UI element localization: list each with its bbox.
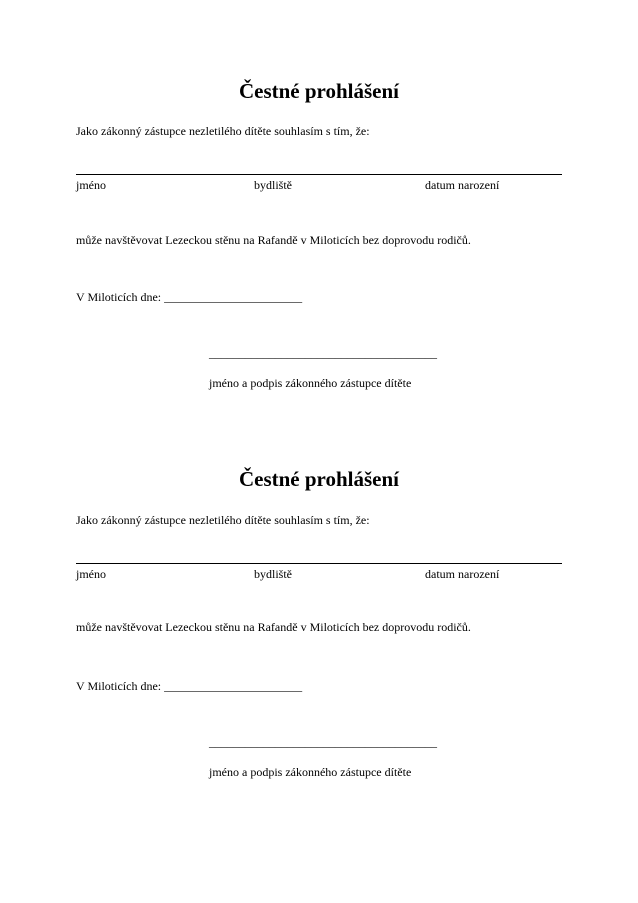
column-label-name: jméno — [76, 567, 106, 581]
form-title: Čestné prohlášení — [238, 467, 400, 491]
signature-label: jméno a podpis zákonného zástupce dítěte — [209, 765, 412, 779]
column-label-residence: bydliště — [254, 178, 292, 192]
signature-line: ______________________________________ — [209, 346, 437, 360]
signature-label: jméno a podpis zákonného zástupce dítěte — [209, 376, 412, 390]
signature-line: ______________________________________ — [209, 735, 437, 749]
fill-in-line — [76, 174, 562, 175]
column-label-name: jméno — [76, 178, 106, 192]
column-label-birthdate: datum narození — [425, 567, 500, 581]
form-title: Čestné prohlášení — [238, 79, 400, 103]
intro-text: Jako zákonný zástupce nezletilého dítěte souhlasím s tím, že: — [76, 124, 370, 138]
place-date-line: V Miloticích dne: _______________________ — [76, 679, 303, 693]
statement-text: může navštěvovat Lezeckou stěnu na Rafandě v Miloticích bez doprovodu rodičů. — [76, 620, 471, 634]
column-label-birthdate: datum narození — [425, 178, 500, 192]
fill-in-line — [76, 563, 562, 564]
place-date-line: V Miloticích dne: _______________________ — [76, 290, 303, 304]
intro-text: Jako zákonný zástupce nezletilého dítěte souhlasím s tím, že: — [76, 513, 370, 527]
statement-text: může navštěvovat Lezeckou stěnu na Rafandě v Miloticích bez doprovodu rodičů. — [76, 233, 471, 247]
column-label-residence: bydliště — [254, 567, 292, 581]
